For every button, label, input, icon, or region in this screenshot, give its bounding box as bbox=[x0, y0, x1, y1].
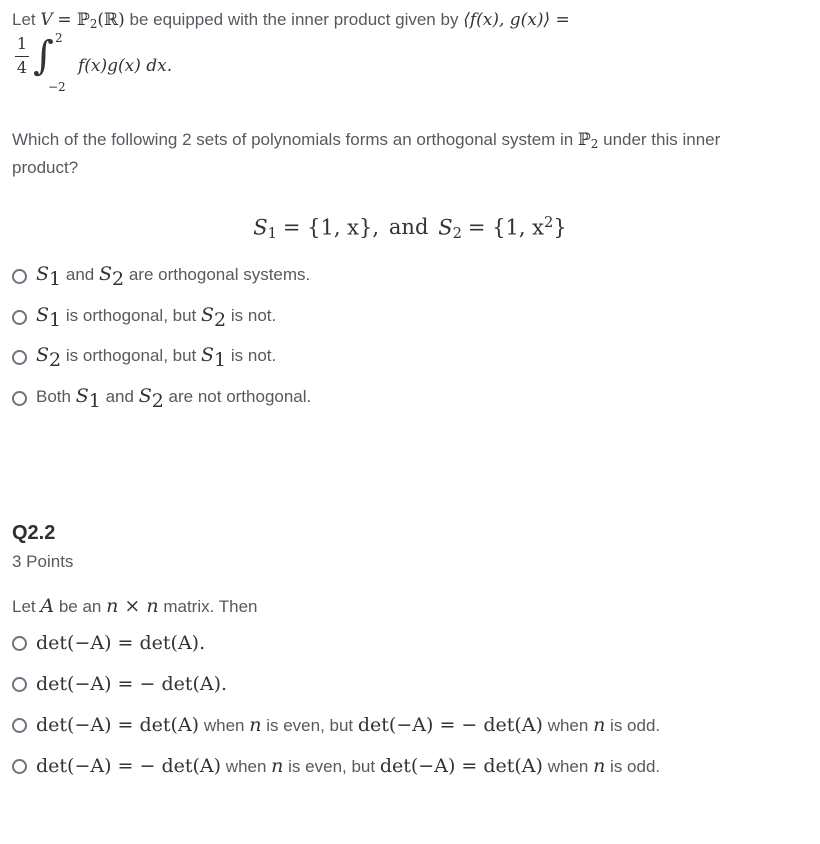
option-label: $S_2$ is orthogonal, but $S_1$ is not. bbox=[36, 344, 277, 371]
question-title: Q2.2 bbox=[12, 522, 56, 544]
q1-question bbox=[12, 130, 720, 151]
integral-lower-limit: −2 bbox=[48, 80, 66, 94]
option-label: det(−A) = det(A). bbox=[36, 632, 206, 654]
q2-option-4[interactable] bbox=[12, 755, 660, 777]
q1-option-2[interactable] bbox=[12, 304, 276, 331]
q2-prompt: Let A be an n × n matrix. Then bbox=[12, 595, 258, 617]
q2-option-1[interactable] bbox=[12, 632, 205, 654]
question-space: ℙ$_2$ bbox=[578, 130, 599, 151]
radio-button[interactable] bbox=[12, 718, 27, 733]
q1-option-3[interactable] bbox=[12, 344, 276, 371]
radio-button[interactable] bbox=[12, 350, 27, 365]
fraction-one-quarter bbox=[12, 34, 32, 78]
radio-button[interactable] bbox=[12, 636, 27, 651]
radio-button[interactable] bbox=[12, 310, 27, 325]
intro-text: Let bbox=[12, 10, 36, 29]
option-label: det(−A) = − det(A). bbox=[36, 673, 228, 695]
radio-button[interactable] bbox=[12, 269, 27, 284]
display-formula: $S_1 = \{1$, x}, and $S_2 = \{1$, $x^2$} bbox=[253, 214, 567, 243]
intro-text-mid: be equipped with the inner product given by bbox=[129, 10, 459, 29]
fraction-bar bbox=[15, 56, 29, 57]
integrand: f(x)g(x) dx. bbox=[78, 56, 173, 76]
vector-space-symbol: V bbox=[40, 10, 53, 30]
question-text: Which of the following 2 sets of polynomials forms an orthogonal system in bbox=[12, 130, 574, 149]
option-label: $S_1$ is orthogonal, but $S_2$ is not. bbox=[36, 304, 277, 331]
integral-upper-limit: 2 bbox=[55, 31, 63, 45]
fraction-numerator: 1 bbox=[16, 34, 28, 53]
option-label: Both $S_1$ and $S_2$ are not orthogonal. bbox=[36, 385, 312, 412]
radio-button[interactable] bbox=[12, 391, 27, 406]
option-label: det(−A) = − det(A) when n is even, but det(−A) = det(A) when n is odd. bbox=[36, 755, 661, 777]
q1-option-1[interactable] bbox=[12, 263, 310, 290]
q2-option-3[interactable] bbox=[12, 714, 660, 736]
integral-sign: ∫ bbox=[33, 33, 54, 79]
space-definition: = ℙ$_2$(ℝ) bbox=[57, 10, 125, 31]
inner-product-formula: ⟨f(x), g(x)⟩ = bbox=[463, 10, 570, 30]
question-tail: under this inner bbox=[603, 130, 721, 149]
radio-button[interactable] bbox=[12, 677, 27, 692]
radio-button[interactable] bbox=[12, 759, 27, 774]
q1-intro bbox=[12, 10, 570, 31]
q1-question-line2: product? bbox=[12, 158, 79, 177]
option-label: $S_1$ and $S_2$ are orthogonal systems. bbox=[36, 263, 311, 290]
q1-option-4[interactable] bbox=[12, 385, 311, 412]
q2-option-2[interactable] bbox=[12, 673, 227, 695]
fraction-denominator: 4 bbox=[16, 58, 28, 77]
question-points: 3 Points bbox=[12, 552, 74, 571]
option-label: det(−A) = det(A) when n is even, but det(−A) = − det(A) when n is odd. bbox=[36, 714, 661, 736]
